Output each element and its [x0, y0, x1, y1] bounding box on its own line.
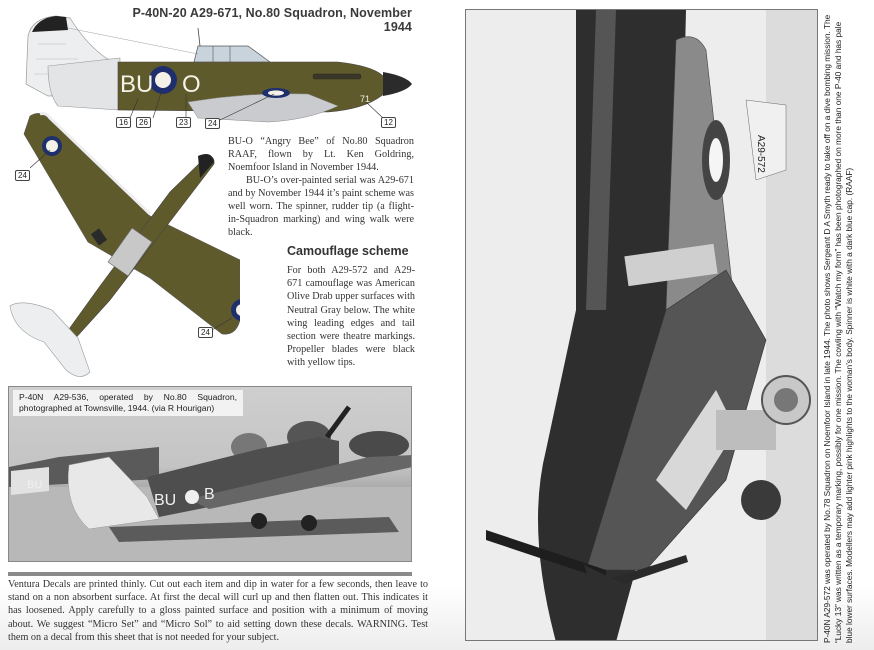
plan-callout-24-left: 24: [15, 170, 30, 181]
code-letters-left: BU: [120, 71, 154, 98]
photo1-marking-right: B: [204, 486, 215, 503]
plan-callout-24-right: 24: [198, 327, 213, 338]
photo2-serial-marking: A29-572: [755, 135, 766, 173]
camouflage-text: For both A29-572 and A29-671 camouflage was American Olive Drab upper surfaces with Neutral Gray below. The white wing leading edges and tail section were theatre markings. Propeller blades were black with yellow tips.: [287, 265, 415, 369]
callout-24: 24: [205, 118, 220, 129]
spinner: [383, 72, 412, 96]
rudder-tip: [32, 16, 68, 32]
photo-a29-572: [465, 9, 818, 641]
description-para-1: BU-O “Angry Bee” of No.80 Squadron RAAF, flown by Lt. Ken Goldring, Noemfoor Island in November 1944.: [228, 136, 414, 173]
decal-instructions: Ventura Decals are printed thinly. Cut out each item and dip in water for a few seconds, then leave to stand on a non absorbent surface. At first the decal will curl up and then flatten out. This indicates it has loosened. Apply carefully to a gloss painted surface and position with a minimum of moving about. We suggest “Micro Set” and “Micro Sol” to aid setting down these decals. WARNING. Test them on a decal from this sheet that is not needed for your subject.: [8, 579, 428, 643]
photo1-caption: P-40N A29-536, operated by No.80 Squadron, photographed at Townsville, 1944. (via R Hourigan): [13, 390, 243, 416]
divider-rule: [8, 572, 412, 576]
description-para-2: BU-O’s over-painted serial was A29-671 and by November 1944 it’s paint scheme was well worn. The spinner, rudder tip (a flight-in-Squadron marking) and wing walk were black.: [228, 175, 414, 238]
callout-23: 23: [176, 117, 191, 128]
photo1-marking-left: BU: [154, 492, 177, 509]
aircraft-description: [228, 135, 414, 239]
photo-a29-536: [8, 386, 412, 562]
callout-16: 16: [116, 117, 131, 128]
code-letter-right: O: [182, 71, 201, 98]
photo2-caption: P-40N A29-572 was operated by No.78 Squadron on Noemfoor Island in late 1944. The photo shows Sergeant D A Smyth ready to take off on a dive bombing mission. The “Lucky 13” was written as a temporary marking, possibly for one mission. The cowling with “Watch my form” has been photographed on more than one P-40 and has pale blue lower surfaces. Modellers may add lighter pink highlights to the woman’s body. Spinner is white with a dark blue cap. (RAAF): [822, 14, 855, 643]
plan-view-illustration: [0, 110, 240, 380]
camouflage-heading: Camouflage scheme: [287, 244, 409, 258]
canopy: [194, 46, 270, 62]
cowl-number: 71: [360, 94, 371, 104]
photo1-marking-far: BU: [27, 479, 43, 491]
photo-a29-572-image: [466, 10, 818, 641]
callout-26: 26: [136, 117, 151, 128]
callout-12: 12: [381, 117, 396, 128]
profile-title: P-40N-20 A29-671, No.80 Squadron, November 1944: [132, 6, 412, 34]
